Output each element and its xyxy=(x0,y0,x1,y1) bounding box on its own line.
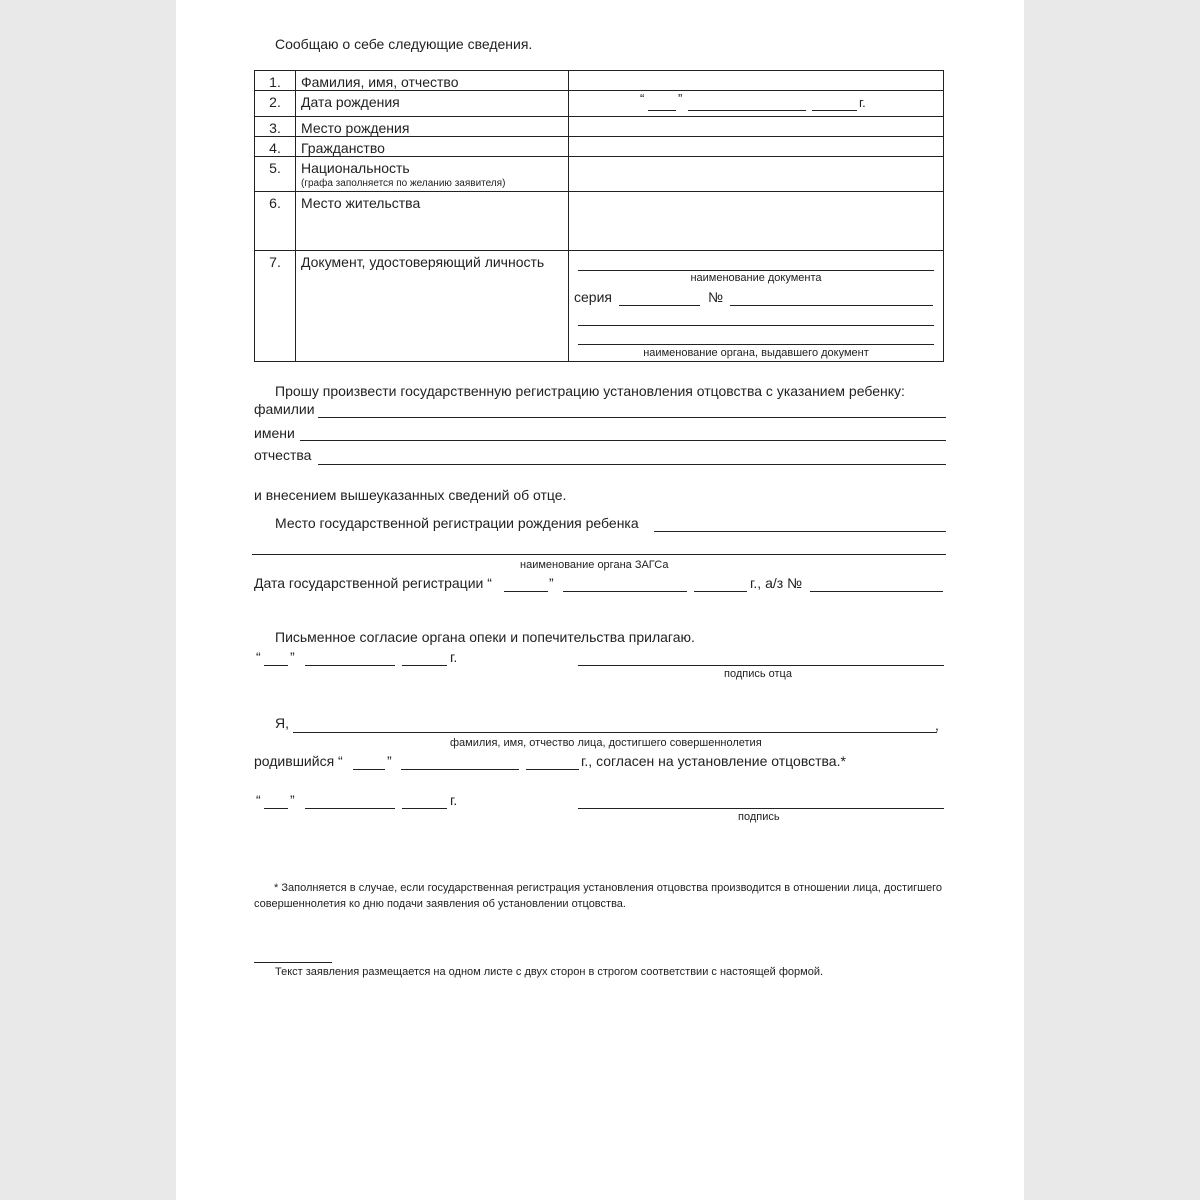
adult-sign-caption: подпись xyxy=(738,811,780,823)
born-label: родившийся “ xyxy=(254,753,343,769)
registration-date-label: Дата государственной регистрации “ xyxy=(254,575,492,591)
consent-month-line xyxy=(305,665,395,666)
series-label: серия xyxy=(574,289,612,305)
surname-line xyxy=(318,417,946,418)
row-number: 2. xyxy=(269,94,281,110)
adult-signature-line xyxy=(578,808,944,809)
table-divider xyxy=(255,250,943,251)
row-label-citizenship: Гражданство xyxy=(301,140,385,156)
zags-line xyxy=(252,554,946,555)
issuer-line xyxy=(578,344,934,345)
issuer-caption: наименование органа, выдавшего документ xyxy=(643,347,869,359)
table-divider xyxy=(255,90,943,91)
row-label-id-document: Документ, удостоверяющий личность xyxy=(301,254,545,270)
adult-day-line xyxy=(264,808,288,809)
record-number-line xyxy=(810,591,943,592)
row-label-residence: Место жительства xyxy=(301,195,421,211)
consent-open-quote: “ xyxy=(256,649,261,665)
table-divider xyxy=(255,116,943,117)
birthdate-year-suffix: г. xyxy=(859,95,866,110)
birthdate-year-line xyxy=(812,110,857,111)
row-label-fio: Фамилия, имя, отчество xyxy=(301,74,459,90)
father-signature-line xyxy=(578,665,944,666)
born-year-line xyxy=(526,769,579,770)
series-line xyxy=(619,305,700,306)
bottom-note: Текст заявления размещается на одном листе с двух сторон в строгом соответствии с настоящей формой. xyxy=(275,966,824,978)
row-number: 3. xyxy=(269,120,281,136)
name-label: имени xyxy=(254,425,295,441)
father-info-text: и внесением вышеуказанных сведений об отце. xyxy=(254,487,567,503)
agree-text: г., согласен на установление отцовства.* xyxy=(581,753,846,769)
zags-caption: наименование органа ЗАГСа xyxy=(520,559,669,571)
birthdate-open-quote: “ xyxy=(640,91,645,106)
born-month-line xyxy=(401,769,519,770)
request-text: Прошу произвести государственную регистрацию установления отцовства с указанием ребенку: xyxy=(275,383,905,399)
number-label: № xyxy=(708,289,724,305)
birthdate-day-line xyxy=(648,110,676,111)
consent-close-quote: ” xyxy=(290,649,295,665)
row-label-birthdate: Дата рождения xyxy=(301,94,400,110)
table-divider xyxy=(255,136,943,137)
table-divider xyxy=(255,191,943,192)
adult-fio-caption: фамилия, имя, отчество лица, достигшего совершеннолетия xyxy=(450,737,762,749)
doc-name-line xyxy=(578,270,934,271)
row-number: 1. xyxy=(269,74,281,90)
birthdate-close-quote: ” xyxy=(678,91,683,106)
intro-text: Сообщаю о себе следующие сведения. xyxy=(275,36,533,52)
year-record-label: г., а/з № xyxy=(750,575,803,591)
personal-info-table xyxy=(254,70,944,362)
consent-year-suffix: г. xyxy=(450,649,458,665)
table-divider xyxy=(255,156,943,157)
table-divider xyxy=(568,71,569,361)
doc-name-caption: наименование документа xyxy=(690,272,822,284)
adult-close-quote: ” xyxy=(290,792,295,808)
name-line xyxy=(300,440,946,441)
adult-i-label: Я, xyxy=(275,715,289,731)
patronymic-label: отчества xyxy=(254,447,312,463)
father-sign-caption: подпись отца xyxy=(724,668,792,680)
consent-text: Письменное согласие органа опеки и попечительства прилагаю. xyxy=(275,629,695,645)
row-number: 6. xyxy=(269,195,281,211)
adult-year-line xyxy=(402,808,447,809)
registration-place-line xyxy=(654,531,946,532)
born-day-line xyxy=(353,769,385,770)
registration-year-line xyxy=(694,591,747,592)
row-label-birthplace: Место рождения xyxy=(301,120,410,136)
adult-open-quote: “ xyxy=(256,792,261,808)
consent-year-line xyxy=(402,665,447,666)
document-page xyxy=(176,0,1024,1200)
adult-comma: , xyxy=(935,717,939,733)
number-line xyxy=(730,305,933,306)
registration-day-line xyxy=(504,591,548,592)
table-divider xyxy=(295,71,296,361)
registration-month-line xyxy=(563,591,687,592)
adult-year-suffix: г. xyxy=(450,792,458,808)
footnote-separator xyxy=(254,962,332,963)
issuer-line xyxy=(578,325,934,326)
adult-month-line xyxy=(305,808,395,809)
birthdate-month-line xyxy=(688,110,806,111)
surname-label: фамилии xyxy=(254,401,315,417)
row-number: 7. xyxy=(269,254,281,270)
registration-close-quote: ” xyxy=(549,575,554,591)
born-close-quote: ” xyxy=(387,753,392,769)
row-number: 5. xyxy=(269,160,281,176)
patronymic-line xyxy=(318,464,946,465)
adult-fio-line xyxy=(293,732,937,733)
nationality-note: (графа заполняется по желанию заявителя) xyxy=(301,178,506,189)
consent-day-line xyxy=(264,665,288,666)
footnote: * Заполняется в случае, если государственная регистрация установления отцовства производится в отношении лица, достигшего совершеннолетия ко дню подачи заявления об установлении отцовства. xyxy=(254,882,942,910)
row-number: 4. xyxy=(269,140,281,156)
row-label-nationality: Национальность xyxy=(301,160,410,176)
registration-place-label: Место государственной регистрации рождения ребенка xyxy=(275,515,639,531)
